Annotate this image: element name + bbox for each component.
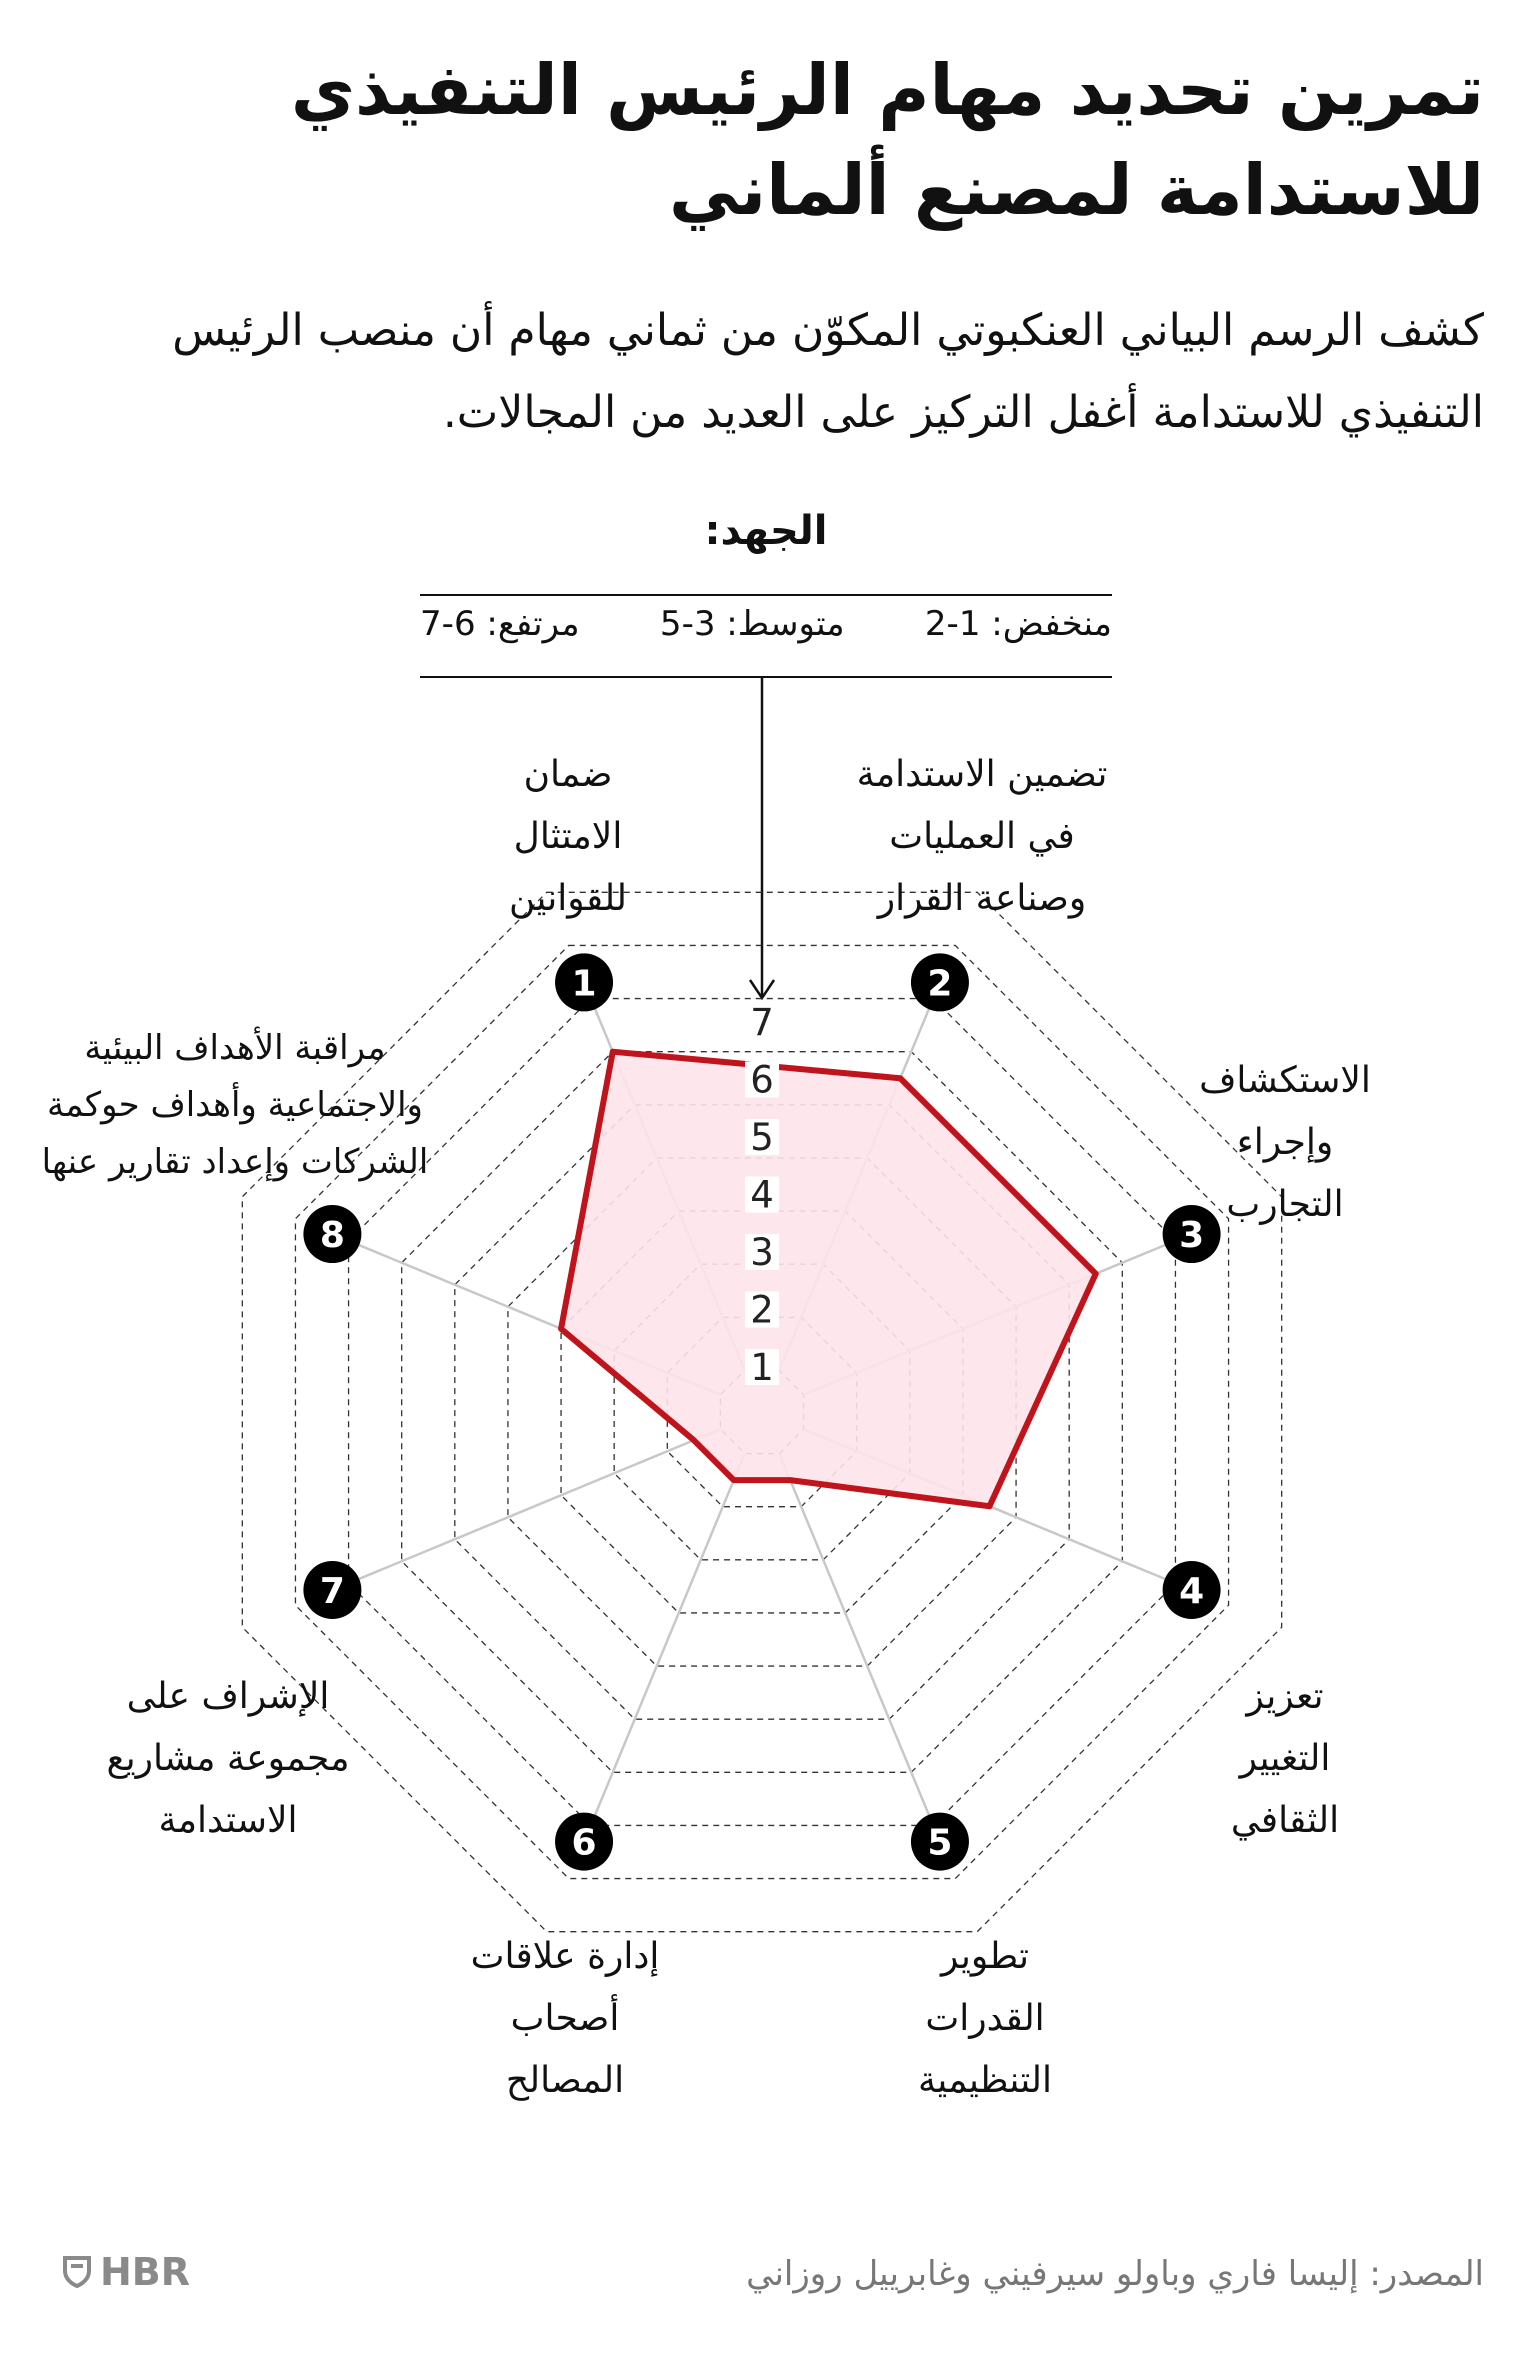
logo-text: HBR [100, 2250, 191, 2294]
axis-label-8: تضمين الاستدامة في العمليات وصناعة القرار [856, 754, 1108, 919]
effort-low: منخفض: 1-2 [924, 604, 1112, 644]
axis-badge-number-1: 1 [571, 963, 597, 1005]
effort-high: مرتفع: 6-7 [420, 604, 580, 644]
chart-subtitle: كشف الرسم البياني العنكبوتي المكوّن من ثماني مهام أن منصب الرئيس التنفيذي للاستدامة أغفل التركيز على العديد من المجالات. [172, 305, 1484, 438]
tick-label-5: 5 [750, 1116, 774, 1159]
effort-medium: متوسط: 3-5 [659, 604, 845, 644]
tick-label-4: 4 [750, 1173, 774, 1217]
axis-badge-number-5: 5 [927, 1822, 953, 1864]
axis-badge-number-6: 6 [571, 1822, 597, 1864]
axis-label-7: الاستكشاف وإجراء التجارب [1199, 1060, 1371, 1225]
tick-label-3: 3 [750, 1231, 774, 1274]
axis-label-4: إدارة علاقات أصحاب المصالح [470, 1936, 660, 2101]
axis-badge-number-2: 2 [927, 963, 953, 1005]
tick-label-1: 1 [750, 1346, 774, 1389]
axis-line-7 [332, 1429, 720, 1590]
shield-icon [62, 2255, 92, 2289]
axis-label-5: تطوير القدرات التنظيمية [917, 1936, 1053, 2101]
tick-label-6: 6 [750, 1058, 774, 1102]
hbr-logo [62, 2250, 190, 2294]
axis-line-5 [779, 1454, 940, 1842]
axis-line-6 [584, 1454, 745, 1842]
axis-badge-number-7: 7 [319, 1570, 345, 1612]
chart-title: تمرين تحديد مهام الرئيس التنفيذي للاستدامة لمصنع ألماني [290, 49, 1484, 231]
axis-badge-number-3: 3 [1179, 1215, 1205, 1257]
tick-label-2: 2 [750, 1288, 774, 1332]
axis-label-2: مراقبة الأهداف البيئية والاجتماعية وأهداف حوكمة الشركات وإعداد تقارير عنها [41, 1028, 429, 1182]
axis-label-1: ضمان الامتثال للقوانين [509, 754, 627, 919]
data-series-polygon [561, 1052, 1096, 1507]
axis-badge-number-8: 8 [319, 1215, 345, 1257]
effort-legend-heading: الجهد: [704, 508, 828, 554]
axis-badge-number-4: 4 [1179, 1570, 1205, 1612]
axis-label-6: تعزيز التغيير الثقافي [1230, 1676, 1340, 1841]
axis-label-3: الإشراف على مجموعة مشاريع الاستدامة [106, 1676, 350, 1841]
source-note: المصدر: إليسا فاري وباولو سيرفيني وغابرييل روزاني [746, 2254, 1484, 2294]
tick-label-7: 7 [750, 1001, 774, 1044]
